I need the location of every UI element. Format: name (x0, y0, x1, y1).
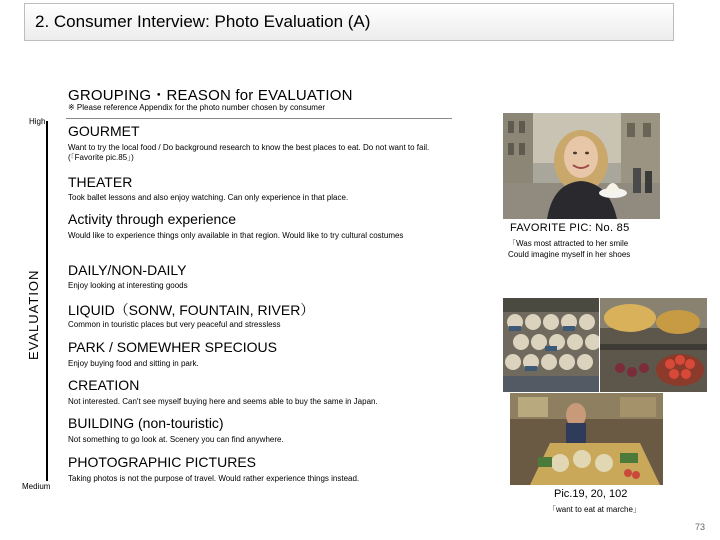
category-title-park: PARK / SOMEWHER SPECIOUS (68, 339, 277, 355)
favorite-quote-line1: 「Was most attracted to her smile (508, 239, 629, 248)
category-desc-theater: Took ballet lessons and also enjoy watching. Can only experience in that place. (68, 193, 349, 202)
category-desc-creation: Not interested. Can't see myself buying here and seems able to buy the same in Japan. (68, 397, 378, 406)
category-title-theater: THEATER (68, 174, 133, 190)
category-desc-park: Enjoy buying food and sitting in park. (68, 359, 199, 368)
category-title-creation: CREATION (68, 377, 140, 393)
favorite-quote-line2: Could imagine myself in her shoes (508, 250, 631, 259)
page-number: 73 (695, 522, 706, 532)
reference-note: ※ Please reference Appendix for the photo number chosen by consumer (68, 103, 326, 112)
page-title: 2. Consumer Interview: Photo Evaluation (A) (35, 12, 371, 31)
category-desc-liquid: Common in touristic places but very peaceful and stressless (68, 320, 281, 329)
axis-medium-label: Medium (22, 482, 51, 491)
market-photo-fruits (600, 298, 707, 392)
title-box (24, 3, 674, 41)
section-subheading: GROUPING・REASON for EVALUATION (68, 87, 353, 104)
category-desc-photographic: Taking photos is not the purpose of travel. Would rather experience things instead. (68, 474, 360, 483)
header-divider (66, 118, 452, 119)
evaluation-axis-line (46, 121, 48, 481)
category-title-gourmet: GOURMET (68, 123, 140, 139)
favorite-photo (503, 113, 660, 219)
pictures-subcaption: 「want to eat at marche」 (548, 505, 641, 514)
evaluation-axis-label: EVALUATION (26, 269, 41, 360)
category-desc-building: Not something to go look at. Scenery you can find anywhere. (68, 435, 284, 444)
pictures-caption: Pic.19, 20, 102 (554, 488, 628, 500)
category-title-daily: DAILY/NON-DAILY (68, 262, 187, 278)
category-title-liquid: LIQUID（SONW, FOUNTAIN, RIVER） (68, 302, 315, 318)
category-title-activity: Activity through experience (68, 211, 237, 227)
category-title-photographic: PHOTOGRAPHIC PICTURES (68, 454, 256, 470)
market-photo-stall (510, 393, 663, 485)
category-title-building: BUILDING (non-touristic) (68, 415, 224, 431)
category-desc-gourmet: Want to try the local food / Do background research to know the best places to eat. Do not want to fail. (「Favorite pic.85」) (68, 143, 430, 162)
axis-high-label: High (29, 117, 46, 126)
market-photo-pastries (503, 298, 599, 392)
favorite-pic-title: FAVORITE PIC: No. 85 (510, 222, 630, 234)
category-desc-daily: Enjoy looking at interesting goods (68, 281, 188, 290)
category-desc-activity: Would like to experience things only available in that region. Would like to try cultural costumes (68, 231, 404, 240)
